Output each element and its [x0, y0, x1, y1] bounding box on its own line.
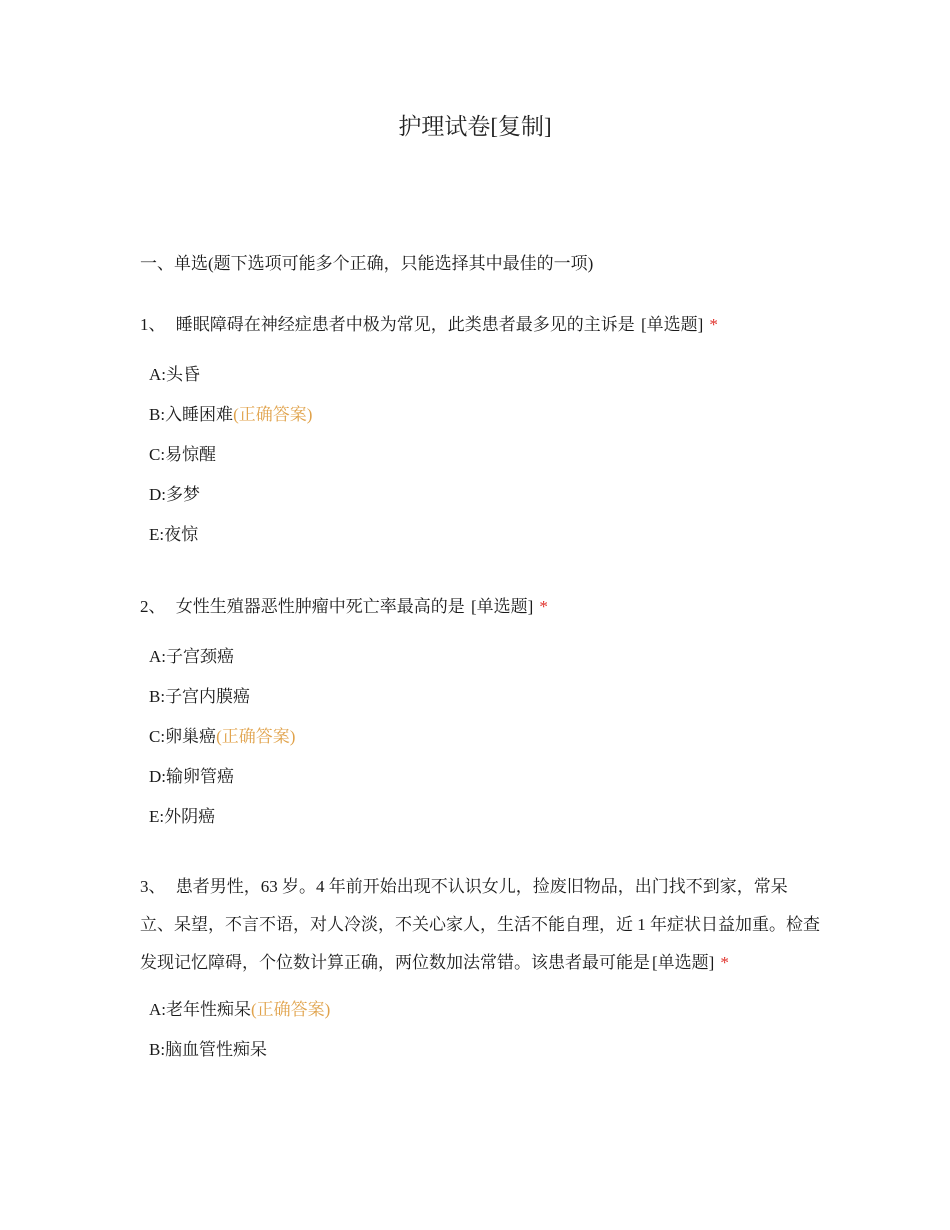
- option-c[interactable]: [140, 717, 820, 757]
- question-number: 3、: [140, 877, 166, 896]
- option-text: 输卵管癌: [166, 767, 234, 786]
- option-text: 易惊醒: [165, 445, 217, 464]
- question-number: 1、: [140, 315, 166, 334]
- required-asterisk: *: [539, 597, 548, 616]
- required-asterisk: *: [709, 315, 718, 334]
- option-list: [140, 637, 820, 837]
- option-a[interactable]: [140, 355, 820, 395]
- question-text: 睡眠障碍在神经症患者中极为常见，此类患者最多见的主诉是: [175, 315, 635, 334]
- question-1: [140, 306, 820, 555]
- question-text: 患者男性，63 岁。4 年前开始出现不认识女儿，捡废旧物品，出门找不到家，常呆立、呆望，不言不语，对人冷淡，不关心家人，生活不能自理，近 1 年症状日益加重。检查发现记忆障碍，个位数计算正确，两位数加法常错。该患者最可能是: [140, 877, 820, 972]
- option-b[interactable]: [140, 1030, 820, 1070]
- option-a[interactable]: [140, 637, 820, 677]
- option-d[interactable]: [140, 475, 820, 515]
- option-key: E:: [149, 807, 165, 826]
- option-text: 入睡困难: [165, 405, 234, 424]
- option-text: 老年性痴呆: [166, 1000, 251, 1019]
- question-text: 女性生殖器恶性肿瘤中死亡率最高的是: [175, 597, 465, 616]
- question-stem: [140, 588, 820, 626]
- option-text: 夜惊: [164, 525, 199, 544]
- question-number: 2、: [140, 597, 166, 616]
- question-type: [单选题]: [641, 315, 704, 334]
- question-stem: [140, 306, 820, 344]
- option-text: 多梦: [166, 485, 200, 504]
- question-3: [140, 868, 820, 1070]
- option-list: [140, 990, 820, 1070]
- option-key: D:: [149, 767, 166, 786]
- correct-answer-tag: (正确答案): [233, 405, 313, 424]
- correct-answer-tag: (正确答案): [251, 1000, 331, 1019]
- option-key: E:: [149, 525, 165, 544]
- correct-answer-tag: (正确答案): [216, 727, 296, 746]
- option-text: 脑血管性痴呆: [165, 1040, 268, 1059]
- option-e[interactable]: [140, 797, 820, 837]
- option-b[interactable]: [140, 677, 820, 717]
- required-asterisk: *: [720, 953, 729, 972]
- option-key: A:: [149, 647, 166, 666]
- page-title: 护理试卷[复制]: [398, 114, 552, 139]
- option-text: 外阴癌: [164, 807, 216, 826]
- option-text: 子宫颈癌: [166, 647, 234, 666]
- option-c[interactable]: [140, 435, 820, 475]
- option-key: C:: [149, 445, 166, 464]
- option-key: A:: [149, 365, 166, 384]
- question-stem: [140, 868, 820, 982]
- option-key: D:: [149, 485, 166, 504]
- option-list: [140, 355, 820, 555]
- option-key: B:: [149, 405, 166, 424]
- question-2: [140, 588, 820, 837]
- option-text: 卵巢癌: [165, 727, 217, 746]
- option-key: A:: [149, 1000, 166, 1019]
- option-b[interactable]: [140, 395, 820, 435]
- section-heading: 一、单选(题下选项可能多个正确，只能选择其中最佳的一项): [140, 254, 594, 273]
- question-type: [单选题]: [471, 597, 534, 616]
- option-key: B:: [149, 1040, 166, 1059]
- option-a[interactable]: [140, 990, 820, 1030]
- question-type: [单选题]: [652, 953, 715, 972]
- option-key: C:: [149, 727, 166, 746]
- option-text: 头昏: [166, 365, 200, 384]
- option-d[interactable]: [140, 757, 820, 797]
- option-text: 子宫内膜癌: [165, 687, 251, 706]
- option-key: B:: [149, 687, 166, 706]
- option-e[interactable]: [140, 515, 820, 555]
